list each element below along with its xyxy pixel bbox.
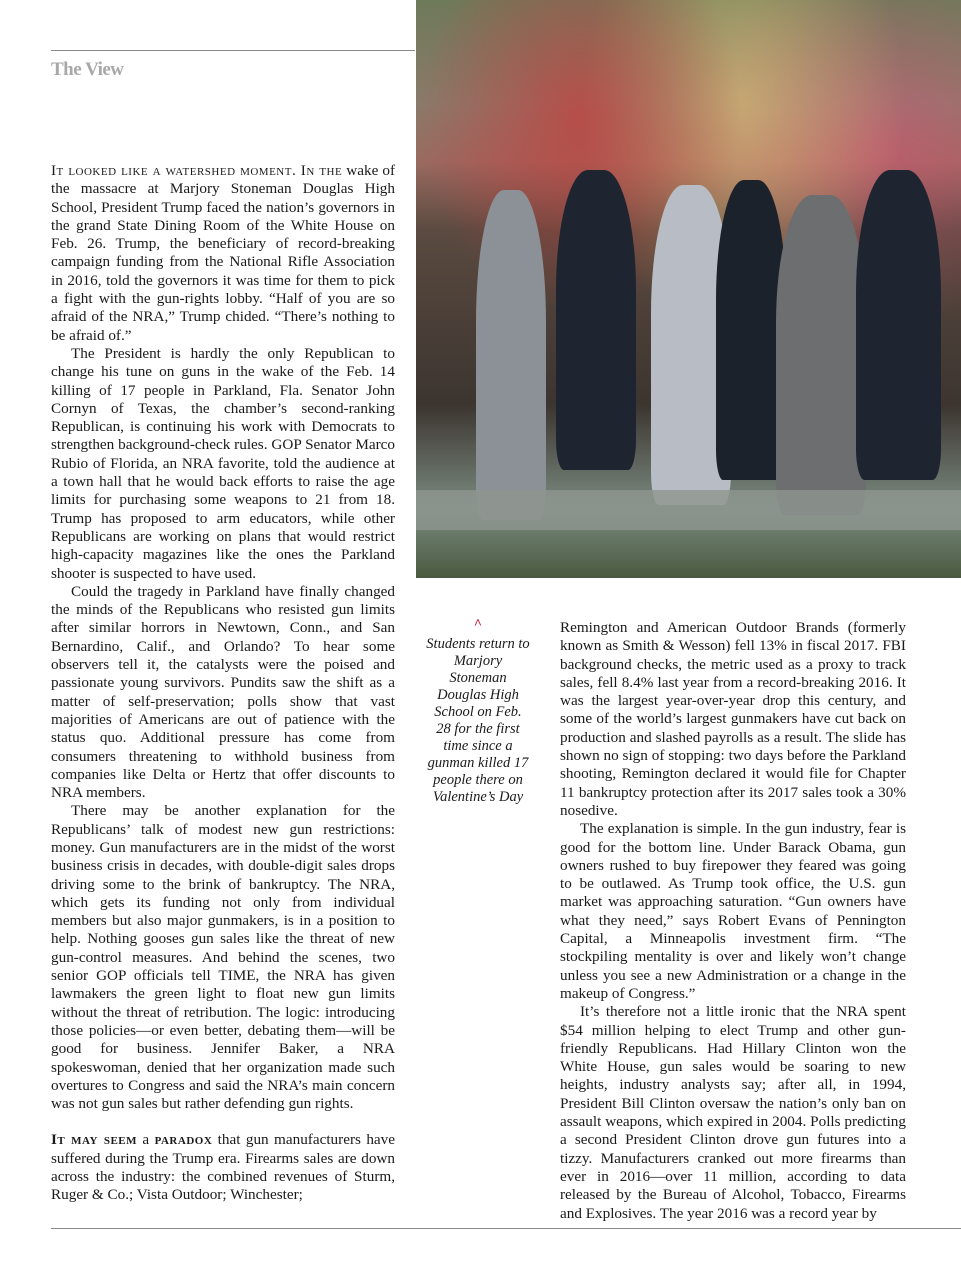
paragraph: The President is hardly the only Republican to change his tune on guns in the wake of the Feb. 14 killing of 17 people in Parkland, Fla. Senator John Cornyn of Texas, the chamber’s second-ranking Republican, is continuing his work with Democrats to strengthen background-check rules. GOP Senator Marco Rubio of Florida, an NRA favorite, told the audience at a town hall that he would back efforts to raise the age limits for purchasing some weapons to 21 from 18. Trump has proposed to arm educators, while other Republicans are working on plans that would restrict high-capacity magazines like the ones the Parkland shooter is suspected to have used. [51,344,395,582]
subsection-lead-in: It may seem [51,1131,138,1149]
paragraph: It’s therefore not a little ironic that the NRA spent $54 million helping to elect Trump and other gun-friendly Republicans. Had Hillary Clinton won the White House, gun sales would be soaring to new heights, industry analysts say; after all, in 1994, President Bill Clinton oversaw the nation’s only ban on assault weapons, which expired in 2004. Polls predicting a second President Clinton drove gun futures into a tizzy. Manufacturers cranked out more firearms than ever in 2016—over 11 million, according to data released by the Bureau of Alcohol, Tobacco, Firearms and Explosives. The year 2016 was a record year by [560,1003,906,1222]
lead-in: It looked like a watershed moment. In the [51,162,343,179]
caption-text: Students return to Marjory Stoneman Douglas High School on Feb. 28 for the first time since a gunman killed 17 people there on Valentine’s Day [426,636,530,805]
top-rule [51,50,415,51]
bottom-rule [51,1228,961,1229]
paragraph: Remington and American Outdoor Brands (formerly known as Smith & Wesson) fell 13% in fiscal 2017. FBI background checks, the metric used as a proxy to track sales, fell 8.4% last year from a record-breaking 2016. It was the largest year-over-year drop this century, and some of the world’s largest gunmakers have cut back on production and slashed payrolls as a result. The slide has shown no sign of stopping: two days before the Parkland shooting, Remington declared it would file for Chapter 11 bankruptcy protection after its 2017 sales took a 30% nosedive. [560,619,906,819]
article-column-left [51,162,395,1205]
photo-caption [426,617,530,806]
caret-up-icon: ^ [473,617,483,632]
article-photo [416,0,961,578]
section-title: The View [51,59,124,80]
paragraph: There may be another explanation for the Republicans’ talk of modest new gun restrictions: money. Gun manufacturers are in the midst of the worst business crisis in decades, with double-digit sales drops driving some to the brink of bankruptcy. The NRA, which gets its funding not only from individual members but also major gunmakers, is in a position to help. Nothing gooses gun sales like the threat of new gun-control measures. And behind the scenes, two senior GOP officials tell TIME, the NRA has given lawmakers the green light to float new gun limits without the threat of retribution. The logic: introducing those policies—or even better, debating them—will be good for business. Jennifer Baker, a NRA spokeswoman, denied that her organization made such overtures to Congress and said the NRA’s main concern was not gun sales but rather defending gun rights. [51,802,395,1113]
paragraph: It may seem a paradox that gun manufacturers have suffered during the Trump era. Firearms sales are down across the industry: the combined revenues of Sturm, Ruger & Co.; Vista Outdoor; Winchester; [51,1131,395,1204]
paragraph: The explanation is simple. In the gun industry, fear is good for the bottom line. Under Barack Obama, gun owners rushed to buy firepower they feared was going to be outlawed. As Trump took office, the U.S. gun market was approaching saturation. “Gun owners have what they need,” says Robert Evans of Pennington Capital, a Minneapolis investment firm. “The stockpiling mentality is over and likely won’t change unless you see a new Administration or a change in the makeup of Congress.” [560,820,906,1002]
paragraph: Could the tragedy in Parkland have finally changed the minds of the Republicans who resisted gun limits after similar horrors in Newtown, Conn., and San Bernardino, Calif., and Orlando? To hear some observers tell it, the catalysts were the poised and passionate young survivors. Pundits saw the shift as a matter of self-preservation; polls show that vast majorities of Americans are out of patience with the status quo. Additional pressure has come from consumers threatening to withhold business from companies like Delta or Hertz that offer discounts to NRA members. [51,582,395,802]
paragraph: It looked like a watershed moment. In the wake of the massacre at Marjory Stoneman Douglas High School, President Trump faced the nation’s governors in the grand State Dining Room of the White House on Feb. 26. Trump, the beneficiary of record-breaking campaign funding from the National Rifle Association in 2016, told the governors it was time for them to pick a fight with the gun-rights lobby. “Half of you are so afraid of the NRA,” Trump chided. “There’s nothing to be afraid of.” [51,162,396,344]
article-column-right [560,619,906,1223]
